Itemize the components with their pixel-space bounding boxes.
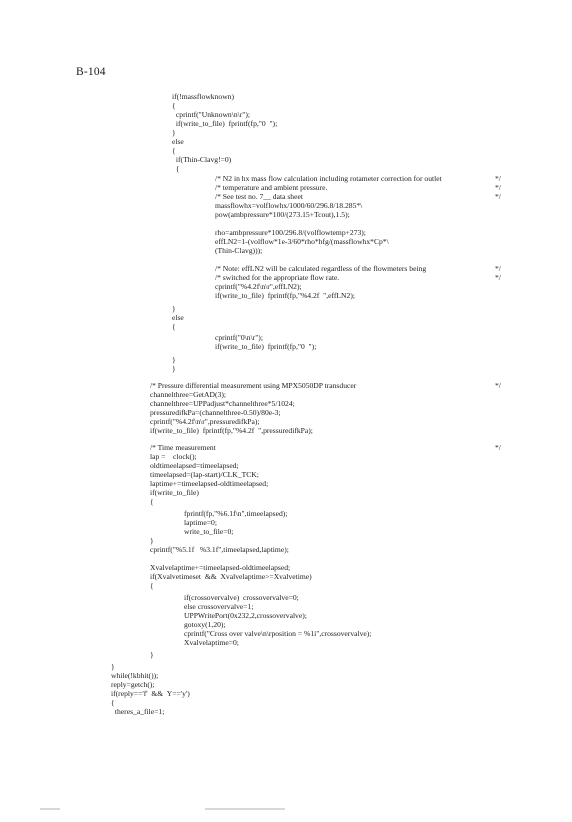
code-line: oldtimeelapsed=timeelapsed; <box>150 461 239 470</box>
page-label: B-104 <box>76 66 106 78</box>
code-line: channelthree=GetAD(3); <box>150 390 226 399</box>
code-line: if(write_to_file) fprintf(fp,"0 "); <box>174 119 278 128</box>
code-line: /* Note: effLN2 will be calculated regardless of the flowmeters being <box>215 264 427 273</box>
code-line: pressuredifkPa=(channelthree-0.50)/80e-3; <box>150 408 281 417</box>
code-line: channelthree=UPPadjust*channelthree*5/1024; <box>150 399 295 408</box>
code-line: if(Thin-Clavg!=0) <box>174 155 232 164</box>
code-line: if(reply=='f' && Y=='y') <box>111 689 190 698</box>
code-line: pow(ambpressure*100/(273.15+Tcout),1.5); <box>215 210 350 219</box>
code-line: if(write_to_file) <box>150 488 199 497</box>
code-line: write_to_file=0; <box>184 527 234 536</box>
code-line: /* N2 in hx mass flow calculation including rotameter correction for outlet <box>215 174 442 183</box>
code-line: } <box>150 536 154 545</box>
code-line: fprintf(fp,"%6.1f\n",timeelapsed); <box>184 509 288 518</box>
code-line: } <box>172 364 176 373</box>
code-line: { <box>111 698 115 707</box>
code-line: else <box>172 137 184 146</box>
code-line: massflowhx=volflowhx/1000/60/296.8/18.285*\ <box>215 201 363 210</box>
comment-end: */ <box>495 183 501 192</box>
code-line: if(Xvalvetimeset && Xvalvelaptime>=Xvalvetime) <box>150 572 312 581</box>
code-line: timeelapsed=(lap-start)/CLK_TCK; <box>150 470 259 479</box>
code-line: cprintf("%5.1f %3.1f",timeelapsed,laptime); <box>150 545 289 554</box>
code-line: { <box>174 164 180 173</box>
code-line: laptime+=timeelapsed-oldtimeelapsed; <box>150 479 269 488</box>
code-line: Xvalvelaptime+=timeelapsed-oldtimeelapsed; <box>150 563 291 572</box>
code-line: UPPWritePort(0x232,2,crossovervalve); <box>184 611 307 620</box>
code-line: } <box>172 355 176 364</box>
comment-end: */ <box>495 192 501 201</box>
code-line: theres_a_file=1; <box>113 707 165 716</box>
code-line: if(write_to_file) fprintf(fp,"0 "); <box>215 342 317 351</box>
code-line: if(!massflowknown) <box>172 92 235 101</box>
code-line: reply=getch(); <box>111 680 155 689</box>
code-line: } <box>172 128 176 137</box>
code-line: if(write_to_file) fprintf(fp,"%4.2f ",effLN2); <box>215 291 355 300</box>
code-line: while(!kbhit()); <box>111 671 159 680</box>
comment-end: */ <box>495 174 501 183</box>
code-line: /* See test no. 7__ data sheet <box>215 192 303 201</box>
code-line: else crossovervalve=1; <box>184 602 254 611</box>
code-line: /* switched for the appropriate flow rate. <box>215 273 340 282</box>
code-line: Xvalvelaptime=0; <box>184 638 239 647</box>
code-line: (Thin-Clavg))); <box>215 246 263 255</box>
comment-end: */ <box>495 264 501 273</box>
code-line: cprintf("0\n\r"); <box>215 333 263 342</box>
comment-end: */ <box>495 381 501 390</box>
code-line: { <box>172 146 176 155</box>
code-line: cprintf("Cross over valve\n\rposition = %1i",crossovervalve); <box>184 629 372 638</box>
code-line: /* temperature and ambient pressure. <box>215 183 328 192</box>
code-line: cprintf("Unknown\n\r"); <box>174 110 251 119</box>
code-line: if(crossovervalve) crossovervalve=0; <box>184 593 299 602</box>
code-line: } <box>172 304 176 313</box>
code-line: gotoxy(1,20); <box>184 620 226 629</box>
code-line: lap = clock(); <box>150 452 197 461</box>
code-line: } <box>150 650 154 659</box>
code-line: if(write_to_file) fprintf(fp,"%4.2f ",pressuredifkPa); <box>150 426 313 435</box>
code-line: else <box>172 313 184 322</box>
code-line: } <box>111 662 115 671</box>
code-line: cprintf("%4.2f\n\r",effLN2); <box>215 282 302 291</box>
code-line: /* Time measurement <box>150 443 216 452</box>
code-line: { <box>172 101 176 110</box>
comment-end: */ <box>495 443 501 452</box>
code-line: laptime=0; <box>184 518 217 527</box>
footer-mark-center <box>205 808 285 810</box>
comment-end: */ <box>495 273 501 282</box>
code-line: /* Pressure differential measurement using MPX5050DP transducer <box>150 381 357 390</box>
footer-mark-left <box>40 808 60 810</box>
code-line: effLN2=1-(volflow*1e-3/60*rho*hfg/(massflowhx*Cp*\ <box>215 237 389 246</box>
code-line: { <box>150 497 154 506</box>
code-line: rho=ambpressure*100/296.8/(volflowtemp+273); <box>215 228 366 237</box>
code-line: cprintf("%4.2f\n\r",pressuredifkPa); <box>150 417 260 426</box>
code-line: { <box>150 581 154 590</box>
code-line: { <box>172 322 176 331</box>
